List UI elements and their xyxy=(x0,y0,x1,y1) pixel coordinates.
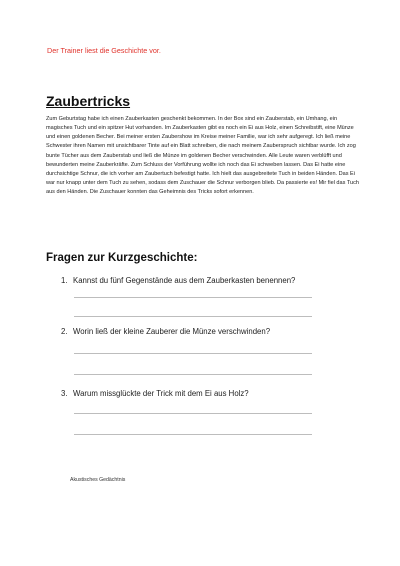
question-2 xyxy=(61,327,270,336)
answer-line[interactable] xyxy=(74,297,312,298)
question-1 xyxy=(61,276,295,285)
answer-line[interactable] xyxy=(74,434,312,435)
answer-line[interactable] xyxy=(74,374,312,375)
trainer-instruction: Der Trainer liest die Geschichte vor. xyxy=(47,46,161,55)
question-3 xyxy=(61,389,249,398)
footer-category: Akustisches Gedächtnis xyxy=(70,477,126,483)
questions-heading: Fragen zur Kurzgeschichte: xyxy=(46,252,198,264)
question-text: Warum missglückte der Trick mit dem Ei aus Holz? xyxy=(73,389,249,398)
question-text: Kannst du fünf Gegenstände aus dem Zauberkasten benennen? xyxy=(73,276,296,285)
question-number: 3. xyxy=(61,389,68,398)
question-number: 1. xyxy=(61,276,68,285)
question-text: Worin ließ der kleine Zauberer die Münze verschwinden? xyxy=(73,327,271,336)
question-number: 2. xyxy=(61,327,68,336)
answer-line[interactable] xyxy=(74,353,312,354)
answer-line[interactable] xyxy=(74,316,312,317)
answer-line[interactable] xyxy=(74,413,312,414)
story-title: Zaubertricks xyxy=(46,93,131,109)
story-text: Zum Geburtstag habe ich einen Zauberkasten geschenkt bekommen. In der Box sind ein Zauberstab, ein Umhang, ein magisches Tuch und ein spitzer Hut vorhanden. Im Zauberkasten gibt es noch ein Ei aus Holz, einen Schreibstift, eine Münze und einen goldenen Becher. Bei meiner ersten Zaubershow im Kreise meiner Familie, war ich sehr aufgeregt. Ich ließ meine Schwester ihren Namen mit unsichtbarer Tinte auf ein Blatt schreiben, die nach meinem Zauberspruch sichtbar wurde. Ich zog bunte Tücher aus dem Zauberstab und ließ die Münze im goldenen Becher verschwinden. Alle Leute waren verblüfft und bewunderten meine Zauberkräfte. Zum Schluss der Vorführung wollte ich noch das Ei schweben lassen. Das Ei hatte eine durchsichtige Schnur, die ich vorher am Zaubertuch befestigt hatte. Ich hielt das ausgebreitete Tuch in beiden Händen. Das Ei war nur knapp unter dem Tuch zu sehen, sodass dem Zuschauer die Schnur verborgen blieb. Da passierte es! Mir fiel das Tuch aus den Händen. Die Zuschauer konnten das Geheimnis des Tricks sofort erkennen. xyxy=(46,116,359,196)
